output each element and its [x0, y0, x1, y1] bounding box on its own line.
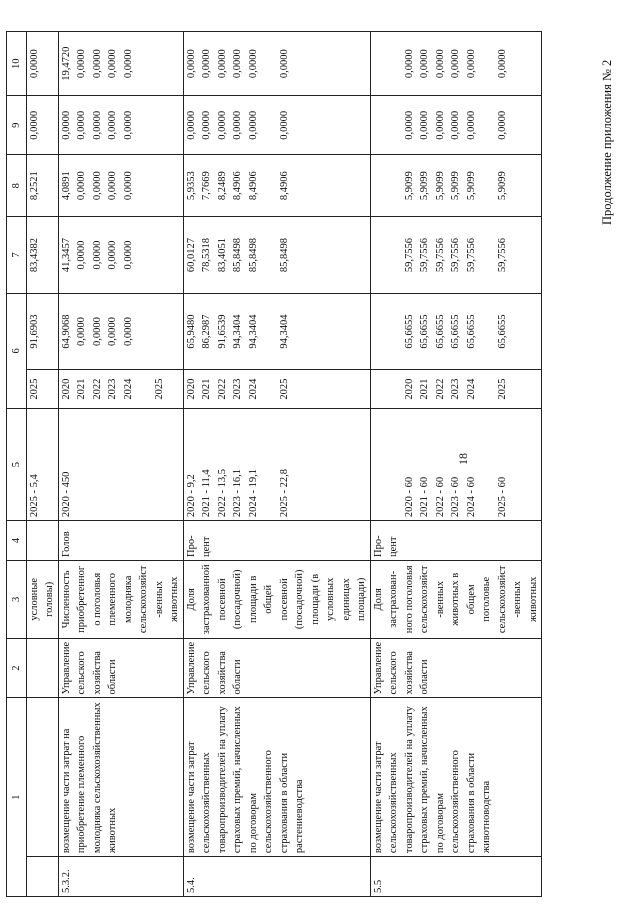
header-row	[7, 32, 27, 897]
value: 85,8498	[278, 237, 290, 273]
value: 5,9099	[465, 171, 477, 201]
value-cell: 91,6903	[26, 293, 58, 370]
value: 0,0000	[107, 317, 118, 346]
value: 0,0000	[60, 110, 72, 140]
year-value: 2021	[201, 378, 212, 400]
value: 0,0000	[185, 110, 197, 140]
year-value: 2021	[419, 378, 430, 400]
target-value: 2024 - 19,1	[247, 468, 259, 518]
target-value: 2020 - 60	[403, 476, 415, 518]
value: 5,9099	[496, 171, 508, 201]
value: 0,0000	[232, 110, 243, 140]
value-cell	[58, 155, 183, 217]
value: 0,0000	[232, 49, 243, 79]
value: 94,3404	[232, 314, 243, 349]
executor-cell	[26, 638, 58, 698]
value: 0,0000	[465, 110, 477, 140]
value: 0,0000	[76, 317, 87, 346]
value: 0,0000	[247, 49, 259, 79]
value: 0,0000	[91, 171, 103, 201]
value: 0,0000	[496, 49, 508, 79]
name-cell	[26, 698, 58, 857]
value: 8,4906	[278, 171, 290, 201]
table-row	[58, 32, 183, 897]
value: 0,0000	[403, 49, 415, 79]
header-cell: 10	[7, 32, 27, 96]
target-cell: 2025 - 5,4	[26, 409, 58, 521]
year-value: 2020	[185, 378, 197, 400]
table-row	[26, 32, 58, 897]
value: 8,4906	[247, 171, 259, 201]
value-cell	[370, 293, 542, 370]
code-cell	[26, 857, 58, 897]
value: 65,6655	[434, 314, 446, 349]
year-value: 2025	[496, 378, 508, 400]
target-value: 2020 - 9,2	[185, 474, 197, 518]
value: 0,0000	[201, 110, 212, 140]
value: 0,0000	[107, 240, 118, 270]
value-cell: 0,0000	[26, 32, 58, 96]
target-cell	[58, 409, 183, 521]
year-value: 2024	[122, 378, 134, 400]
value: 0,0000	[107, 171, 118, 201]
program-table	[6, 31, 542, 897]
value: 0,0000	[216, 49, 228, 79]
value: 0,0000	[419, 49, 430, 79]
year-cell	[58, 370, 183, 409]
year-value: 2023	[232, 378, 243, 400]
value: 0,0000	[107, 49, 118, 79]
value: 65,6655	[465, 314, 477, 349]
value-cell	[183, 32, 370, 96]
value: 85,8498	[247, 237, 259, 273]
executor-cell: Управление сельского хозяйства области	[58, 638, 183, 698]
value: 0,0000	[122, 110, 134, 140]
indicator-cell: Доля застрахован-ного поголовья сельскохозяйст-венных животных в общем поголовье сельскохозяйст-венных животных	[370, 561, 542, 639]
name-cell: возмещение части затрат на приобретение племенного молодняка сельскохозяйственных животных	[58, 698, 183, 857]
year-value: 2023	[107, 378, 118, 400]
year-value: 2023	[450, 378, 461, 400]
value: 0,0000	[91, 317, 103, 346]
value: 91,6539	[216, 314, 228, 349]
header-cell: 4	[7, 521, 27, 561]
target-value: 2025 - 22,8	[278, 468, 290, 518]
executor-cell: Управление сельского хозяйства области	[183, 638, 370, 698]
value-cell	[370, 96, 542, 155]
target-value: 2023 - 60	[450, 476, 461, 518]
target-value: 2021 - 11,4	[201, 469, 212, 518]
header-cell: 6	[7, 293, 27, 408]
value-cell	[370, 155, 542, 217]
table-row	[183, 32, 370, 897]
indicator-cell: Численность приобретенного поголовья племенного молодняка сельскохозяйст-венных животных	[58, 561, 183, 639]
year-value: 2022	[216, 378, 228, 400]
value: 59,7556	[450, 237, 461, 273]
target-value: 2021 - 60	[419, 476, 430, 518]
target-value: 2024 - 60	[465, 476, 477, 518]
value: 0,0000	[76, 49, 87, 79]
value: 5,9099	[419, 171, 430, 201]
value: 94,3404	[247, 314, 259, 349]
unit-cell: Голов	[58, 521, 183, 561]
value: 8,2489	[216, 171, 228, 201]
value: 78,5318	[201, 237, 212, 273]
value: 65,6655	[419, 314, 430, 349]
executor-cell: Управление сельского хозяйства области	[370, 638, 542, 698]
year-value: 2025	[153, 378, 165, 400]
year-value: 2025	[278, 378, 290, 400]
value: 59,7556	[496, 237, 508, 273]
value: 0,0000	[419, 110, 430, 140]
header-cell: 5	[7, 409, 27, 521]
value: 8,4906	[232, 171, 243, 201]
value-cell	[183, 217, 370, 294]
value: 0,0000	[465, 49, 477, 79]
code-cell: 5.3.2.	[58, 857, 183, 897]
value: 5,9099	[434, 171, 446, 201]
value: 7,7669	[201, 171, 212, 201]
value: 41,3457	[60, 237, 72, 273]
year-value: 2020	[403, 378, 415, 400]
header-cell: 9	[7, 96, 27, 155]
target-value: 2022 - 60	[434, 476, 446, 518]
value: 0,0000	[450, 110, 461, 140]
program-table-wrap	[6, 31, 539, 897]
value-cell	[58, 32, 183, 96]
value: 0,0000	[216, 110, 228, 140]
year-value: 2024	[465, 378, 477, 400]
value: 0,0000	[76, 110, 87, 140]
year-value: 2020	[60, 378, 72, 400]
value: 0,0000	[185, 49, 197, 79]
value-cell	[58, 217, 183, 294]
target-value: 2020 - 450	[60, 471, 72, 518]
value: 85,8498	[232, 237, 243, 273]
year-value: 2021	[76, 378, 87, 400]
value: 64,9068	[60, 314, 72, 349]
year-cell	[183, 370, 370, 409]
value: 5,9099	[403, 171, 415, 201]
header-cell: 2	[7, 638, 27, 698]
continuation-label: Продолжение приложения № 2	[600, 59, 614, 225]
value: 0,0000	[122, 49, 134, 79]
value: 65,9480	[185, 314, 197, 349]
value: 0,0000	[496, 110, 508, 140]
value: 59,7556	[419, 237, 430, 273]
value: 83,4051	[216, 237, 228, 273]
value-cell	[183, 96, 370, 155]
value-cell: 8,2521	[26, 155, 58, 217]
value: 0,0000	[122, 317, 134, 346]
page-number: 18	[456, 453, 470, 465]
value-cell	[183, 293, 370, 370]
value: 4,0891	[60, 171, 72, 201]
value-cell: 0,0000	[26, 96, 58, 155]
value-cell: 83,4382	[26, 217, 58, 294]
value: 94,3404	[278, 314, 290, 349]
value: 0,0000	[278, 49, 290, 79]
unit-cell: Про-цент	[183, 521, 370, 561]
year-cell: 2025	[26, 370, 58, 409]
value: 0,0000	[91, 110, 103, 140]
value: 0,0000	[76, 171, 87, 201]
target-value: 2025 - 60	[496, 476, 508, 518]
value: 0,0000	[76, 240, 87, 270]
value: 65,6655	[450, 314, 461, 349]
target-cell	[183, 409, 370, 521]
indicator-cell: Доля застрахованной посевной (посадочной) площади в общей посевной (посадочной) площади (в условных единицах площади)	[183, 561, 370, 639]
code-cell: 5.5	[370, 857, 542, 897]
year-value: 2022	[434, 378, 446, 400]
value: 86,2987	[201, 314, 212, 349]
value: 59,7556	[403, 237, 415, 273]
value-cell	[370, 32, 542, 96]
year-value: 2024	[247, 378, 259, 400]
value-cell	[370, 217, 542, 294]
value: 0,0000	[122, 171, 134, 201]
value-cell	[183, 155, 370, 217]
value: 65,6655	[403, 314, 415, 349]
value-cell	[58, 293, 183, 370]
value-cell	[58, 96, 183, 155]
value: 0,0000	[91, 240, 103, 270]
unit-cell: Про-цент	[370, 521, 542, 561]
target-value: 2022 - 13,5	[216, 468, 228, 518]
header-cell: 7	[7, 217, 27, 294]
value: 59,7556	[434, 237, 446, 273]
value: 0,0000	[403, 110, 415, 140]
value: 59,7556	[465, 237, 477, 273]
header-cell: 1	[7, 698, 27, 897]
value: 0,0000	[107, 110, 118, 140]
value: 0,0000	[201, 49, 212, 79]
value: 19,4720	[60, 46, 72, 81]
code-cell: 5.4.	[183, 857, 370, 897]
value: 65,6655	[496, 314, 508, 349]
target-value: 2023 - 16,1	[232, 468, 243, 518]
table-row	[370, 32, 542, 897]
name-cell: возмещение части затрат сельскохозяйственных товаропроизводителей на уплату страховых премий, начисленных по договорам сельскохозяйственного страхования в области растениеводства	[183, 698, 370, 857]
header-cell: 8	[7, 155, 27, 217]
value: 0,0000	[450, 49, 461, 79]
value: 0,0000	[122, 240, 134, 270]
unit-cell	[26, 521, 58, 561]
name-cell: возмещение части затрат сельскохозяйственных товаропроизводителей на уплату страховых премий, начисленных по договорам сельскохозяйственного страхования в области животноводства	[370, 698, 542, 857]
value: 5,9099	[450, 171, 461, 201]
value: 5,9353	[185, 171, 197, 201]
value: 60,0127	[185, 237, 197, 273]
value: 0,0000	[247, 110, 259, 140]
value: 0,0000	[278, 110, 290, 140]
indicator-cell: условные головы)	[26, 561, 58, 639]
value: 0,0000	[434, 110, 446, 140]
value: 0,0000	[434, 49, 446, 79]
value: 0,0000	[91, 49, 103, 79]
year-cell	[370, 370, 542, 409]
header-cell: 3	[7, 561, 27, 639]
year-value: 2022	[91, 378, 103, 400]
target-cell	[370, 409, 542, 521]
